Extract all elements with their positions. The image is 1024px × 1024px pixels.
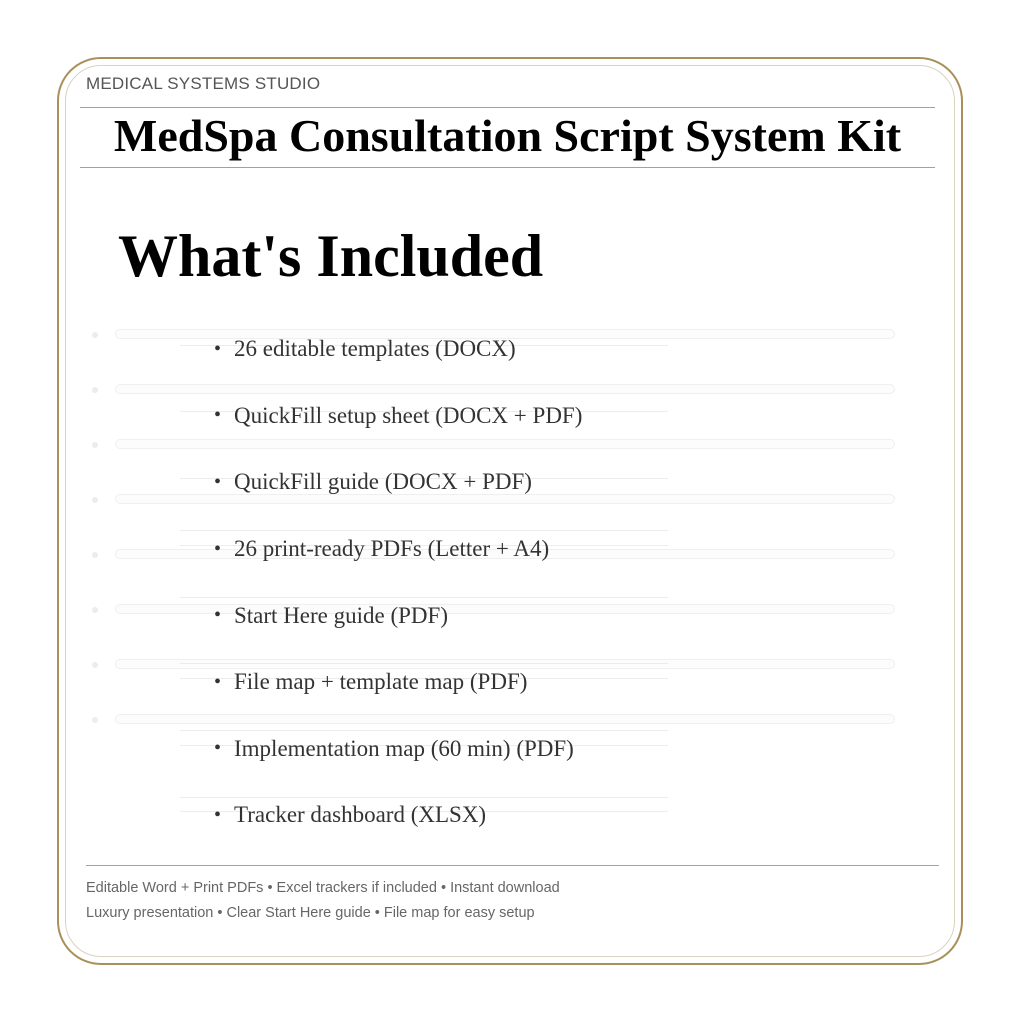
bullet-icon: • xyxy=(214,337,222,360)
list-item-label: Tracker dashboard (XLSX) xyxy=(234,802,487,828)
footer-line-1: Editable Word + Print PDFs • Excel trackers if included • Instant download xyxy=(86,880,560,896)
list-item xyxy=(180,782,582,849)
ghost-dot xyxy=(92,387,98,393)
bullet-icon: • xyxy=(214,737,222,760)
bullet-icon: • xyxy=(214,803,222,826)
list-item-label: 26 editable templates (DOCX) xyxy=(234,336,516,362)
list-item-label: QuickFill setup sheet (DOCX + PDF) xyxy=(234,402,583,428)
ghost-dot xyxy=(92,552,98,558)
footer-divider xyxy=(86,865,939,866)
bullet-icon: • xyxy=(214,604,222,627)
title-divider xyxy=(80,167,935,168)
bullet-icon: • xyxy=(214,404,222,427)
footer-line-2: Luxury presentation • Clear Start Here guide • File map for easy setup xyxy=(86,905,535,921)
list-item-label: 26 print-ready PDFs (Letter + A4) xyxy=(234,536,550,562)
ghost-dot xyxy=(92,607,98,613)
included-list xyxy=(180,316,582,849)
list-item-label: Implementation map (60 min) (PDF) xyxy=(234,735,574,761)
list-item xyxy=(180,716,582,783)
list-item xyxy=(180,649,582,716)
list-item xyxy=(180,516,582,583)
page-title: MedSpa Consultation Script System Kit xyxy=(113,110,902,161)
list-item xyxy=(180,582,582,649)
bullet-icon: • xyxy=(214,537,222,560)
ghost-dot xyxy=(92,662,98,668)
list-item xyxy=(180,316,582,383)
list-item-label: File map + template map (PDF) xyxy=(234,669,528,695)
list-item-label: Start Here guide (PDF) xyxy=(234,602,448,628)
list-item xyxy=(180,383,582,450)
bullet-icon: • xyxy=(214,670,222,693)
ghost-dot xyxy=(92,717,98,723)
bullet-icon: • xyxy=(214,470,222,493)
ghost-dot xyxy=(92,332,98,338)
ghost-dot xyxy=(92,442,98,448)
list-item-label: QuickFill guide (DOCX + PDF) xyxy=(234,469,532,495)
ghost-dot xyxy=(92,497,98,503)
list-item xyxy=(180,449,582,516)
section-title: What's Included xyxy=(118,223,544,289)
studio-label: MEDICAL SYSTEMS STUDIO xyxy=(86,74,321,93)
